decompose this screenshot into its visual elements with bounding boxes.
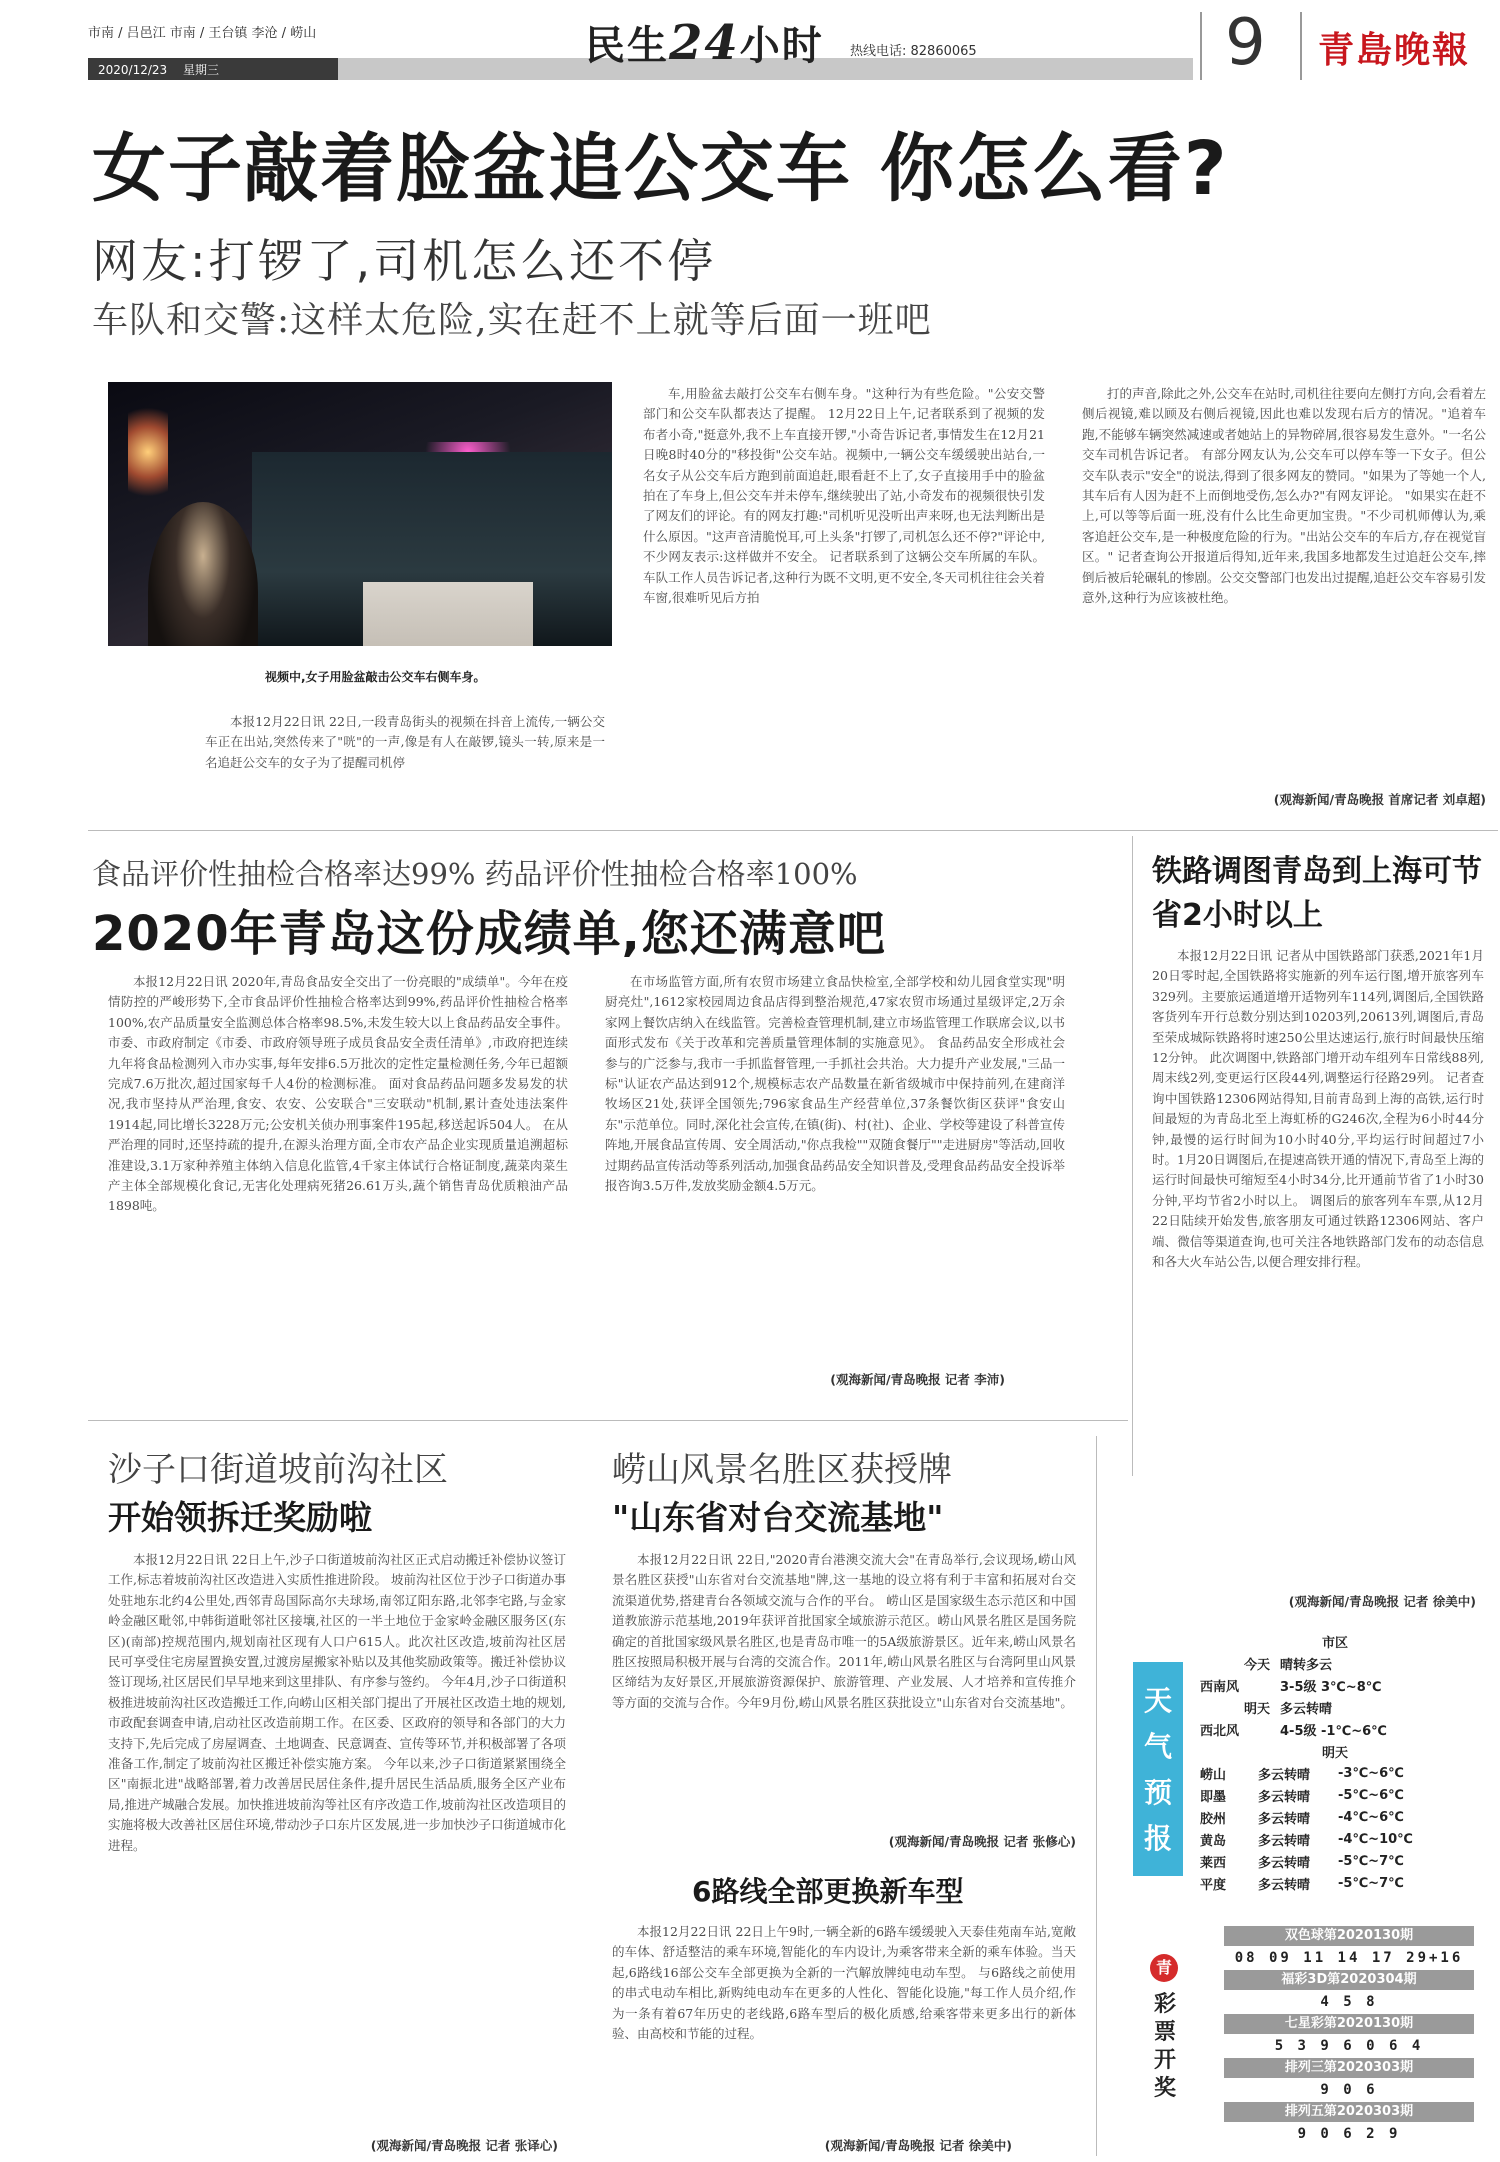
lead-deck: 车队和交警:这样太危险,实在赶不上就等后面一班吧 [92, 300, 932, 341]
weather-city-label: 市区 [1321, 1635, 1348, 1651]
weather-cond: 晴转多云 [1280, 1657, 1333, 1673]
weather-tomorrow-label: 明天 [1321, 1745, 1348, 1761]
lead-col2 [643, 384, 1045, 802]
weather-place: 即墨 [1200, 1789, 1227, 1805]
weather-temp: -3℃~6℃ [1338, 1765, 1404, 1781]
weather-county-row [1200, 1784, 1470, 1806]
header-divider [1200, 12, 1202, 80]
food-kicker: 食品评价性抽检合格率达99% 药品评价性抽检合格率100% [92, 857, 858, 891]
food-byline: (观海新闻/青岛晚报 记者 李沛) [830, 1372, 1005, 1387]
weather-row [1200, 1718, 1470, 1740]
lead-headline: 女子敲着脸盆追公交车 你怎么看? [92, 126, 1229, 212]
weather-day: 西北风 [1200, 1723, 1240, 1739]
food-col1 [108, 972, 568, 1392]
weather-county-row [1200, 1806, 1470, 1828]
lottery-title: 彩票开奖 [1153, 1991, 1176, 2101]
weather-cond: 4-5级 -1℃~6℃ [1280, 1723, 1387, 1739]
lead-col1-text: 本报12月22日讯 22日,一段青岛街头的视频在抖音上流传,一辆公交车正在出站,突然传来了"咣"的一声,像是有人在敲锣,镜头一转,原来是一名追赶公交车的女子为了提醒司机停 [205, 714, 605, 770]
header-topline: 市南 / 吕邑江 市南 / 王台镇 李沧 / 崂山 [88, 26, 317, 41]
lottery-numbers: 9 0 6 [1320, 2082, 1378, 2098]
lottery-head: 双色球第2020130期 [1224, 1926, 1474, 1946]
header-weekday: 星期三 [183, 63, 220, 77]
lottery-logo-icon: 青 [1150, 1954, 1178, 1982]
laoshan-byline: (观海新闻/青岛晚报 记者 张修心) [888, 1834, 1076, 1849]
weather-table [1200, 1630, 1470, 1894]
header-date-bar [88, 58, 338, 80]
shazikou-headline: 开始领拆迁奖励啦 [108, 1498, 372, 1537]
lottery-results [1224, 1926, 1474, 2146]
lottery-head: 七星彩第2020130期 [1224, 2014, 1474, 2034]
weather-day: 今天 [1243, 1657, 1270, 1673]
weather-county-row [1200, 1872, 1470, 1894]
weather-row [1200, 1652, 1470, 1674]
weather-cond: 多云转晴 [1258, 1855, 1311, 1871]
section-prefix: 民生 [585, 23, 669, 69]
weather-cond: 多云转晴 [1258, 1811, 1311, 1827]
rail-headline: 铁路调图青岛到上海可节省2小时以上 [1152, 854, 1482, 933]
lottery-numbers: 5 3 9 6 0 6 4 [1274, 2038, 1424, 2054]
weather-row [1200, 1696, 1470, 1718]
photo-caption: 视频中,女子用脸盆敲击公交车右侧车身。 [265, 670, 486, 684]
food-headline: 2020年青岛这份成绩单,您还满意吧 [92, 906, 886, 962]
weather-temp: -4℃~6℃ [1338, 1809, 1404, 1825]
lottery-numbers: 9 0 6 2 9 [1297, 2126, 1401, 2142]
food-col1-text: 本报12月22日讯 2020年,青岛食品安全交出了一份亮眼的"成绩单"。今年在疫情防控的严峻形势下,全市食品评价性抽检合格率达到99%,药品评价性抽检合格率100%,农产品质量安全监测总体合格率98.5%,未发生较大以上食品药品安全事件。 市委、市政府制定《市委、市政府领导班子成员食品安全责任清单》,市政府把连续九年将食品检测列入市办实事,每年安排6.5万批次的定性定量检测任务,今年已超额完成7.6万批次,超过国家每千人4份的检测标准。 面对食品药品问题多发易发的状况,我市坚持从严治理,食安、农安、公安联合"三安联动"机制,累计查处违法案件1914起,同比增长3228万元;公安机关侦办刑事案件195起,移送起诉504人。 在从严治理的同时,还坚持疏的提升,在源头治理方面,全市农产品企业实现质量追溯超标准建设,3.1万家种养殖主体纳入信息化监管,4千家主体试行合格证制度,蔬菜肉菜生产主体全部规模化食记,无害化处理病死猪26.61万头,蔬个销售青岛优质粮油产品1898吨。 [108, 974, 568, 1214]
lead-subhead: 网友:打锣了,司机怎么还不停 [92, 234, 717, 288]
shazikou-body [108, 1550, 566, 2130]
hotline: 热线电话: 82860065 [850, 44, 977, 59]
weather-place: 胶州 [1200, 1811, 1227, 1827]
header-divider-2 [1300, 12, 1302, 80]
lottery-head: 排列五第2020303期 [1224, 2102, 1474, 2122]
weather-row [1200, 1674, 1470, 1696]
laoshan-headline: "山东省对台交流基地" [612, 1498, 944, 1537]
laoshan-sub: 崂山风景名胜区获授牌 [612, 1450, 952, 1490]
masthead-logo: 青島晚報 [1318, 29, 1471, 71]
weather-cond: 3-5级 3℃~8℃ [1280, 1679, 1382, 1695]
weather-place: 黄岛 [1200, 1833, 1227, 1849]
lead-col2-text: 车,用脸盆去敲打公交车右侧车身。"这种行为有些危险。"公安交警部门和公交车队都表达了提醒。 12月22日上午,记者联系到了视频的发布者小奇,"挺意外,我不上车直接开锣,"小奇告诉记者,事情发生在12月21日晚8时40分的"移投街"公交车站。视频中,一辆公交车缓缓驶出站台,一名女子从公交车后方跑到前面追赶,眼看赶不上了,女子直接用手中的脸盆拍在了车身上,但公交车并未停车,继续驶出了站,小奇发布的视频很快引发了网友们的评论。有的网友打趣:"司机听见没听出声来呀,也无法判断出是什么原因。"这声音清脆悦耳,可上头条"打锣了,司机怎么还不停?"评论中,不少网友表示:这样做并不安全。 记者联系到了这辆公交车所属的车队。车队工作人员告诉记者,这种行为既不文明,更不安全,冬天司机往往会关着车窗,很难听见后方拍 [643, 386, 1045, 606]
right-col-divider [1132, 836, 1133, 1476]
weather-place: 崂山 [1200, 1767, 1227, 1783]
weather-county-row [1200, 1762, 1470, 1784]
lower-right-divider [1096, 1436, 1097, 2156]
lottery-numbers: 08 09 11 14 17 29+16 [1234, 1950, 1464, 1966]
lottery-numbers: 4 5 8 [1320, 1994, 1378, 2010]
section-suffix: 小时 [739, 23, 824, 69]
page-number: 9 [1225, 6, 1266, 80]
weather-cond: 多云转晴 [1258, 1789, 1311, 1805]
weather-cond: 多云转晴 [1258, 1877, 1311, 1893]
weather-temp: -5℃~6℃ [1338, 1787, 1404, 1803]
weather-place: 平度 [1200, 1877, 1227, 1893]
shazikou-sub: 沙子口街道坡前沟社区 [108, 1450, 448, 1490]
weather-cond: 多云转晴 [1258, 1767, 1311, 1783]
lottery-head: 福彩3D第2020304期 [1224, 1970, 1474, 1990]
weather-temp: -5℃~7℃ [1338, 1875, 1404, 1891]
weather-county-row [1200, 1850, 1470, 1872]
lead-col3 [1082, 384, 1486, 792]
food-col2 [605, 972, 1065, 1356]
food-col2-text: 在市场监管方面,所有农贸市场建立食品快检室,全部学校和幼儿园食堂实现"明厨亮灶",1612家校园周边食品店得到整治规范,47家农贸市场通过星级评定,2万余家网上餐饮店纳入在线监管。完善检查管理机制,建立市场监管理工作联席会议,以书面形式发布《关于改革和完善质量管理体制的实施意见》。 食品药品安全形成社会参与的广泛参与,我市一手抓监督管理,一手抓社会共治。大力提升产业发展,"三品一标"认证农产品达到912个,规模标志农产品数量在新省级城市中保持前列,在建商洋牧场区21处,获评全国领先;796家食品生产经营单位,37条餐饮街区获评"食安山东"示范单位。同时,深化社会宣传,在镇(街)、村(社)、企业、学校等建设了科普宣传阵地,开展食品宣传周、安全周活动,"你点我检""双随食餐厅""走进厨房"等活动,回收过期药品宣传活动等系列活动,加强食品药品安全知识普及,受理食品药品安全投诉举报咨询3.5万件,发放奖励金额4.5万元。 [605, 974, 1065, 1194]
shazikou-byline: (观海新闻/青岛晚报 记者 张译心) [370, 2138, 558, 2153]
rail-body-text: 本报12月22日讯 记者从中国铁路部门获悉,2021年1月20日零时起,全国铁路将实施新的列车运行图,增开旅客列车329列。主要旅运通道增开适物列车114列,调图后,全国铁路客货列车开行总数分别达到10203列,20613列,调图后,青岛至荣成城际铁路将时速250公里达速运行,旅行时间最快压缩12分钟。 此次调图中,铁路部门增开动车组列车日常线88列,周末线2列,变更运行区段44列,调整运行径路29列。 记者查询中国铁路12306网站得知,目前青岛到上海的高铁,运行时间最短的为青岛北至上海虹桥的G246次,全程为6小时44分钟,最慢的运行时间为10小时40分,平均运行时间超过7小时。1月20日调图后,在提速高铁开通的情况下,青岛至上海的运行时间最快可缩短至4小时34分,比开通前节省了1小时30分钟,平均节省2小时以上。 调图后的旅客列车车票,从12月22日陆续开始发售,旅客朋友可通过铁路12306网站、客户端、微信等渠道查询,也可关注各地铁路部门发布的动态信息和各大火车站公告,以便合理安排行程。 [1152, 948, 1484, 1270]
weather-day: 西南风 [1200, 1679, 1240, 1695]
laoshan-body-text: 本报12月22日讯 22日,"2020青台港澳交流大会"在青岛举行,会议现场,崂山风景名胜区获授"山东省对台交流基地"牌,这一基地的设立将有利于丰富和拓展对台交流渠道优势,搭建青台各领域交流与合作的平台。 崂山区是国家级生态示范区和中国道教旅游示范基地,2019年获评首批国家全域旅游示范区。崂山风景名胜区是国务院确定的首批国家级风景名胜区,也是青岛市唯一的5A级旅游景区。近年来,崂山风景名胜区按照局积极开展与台湾的交流合作。2011年,崂山风景名胜区与台湾阿里山风景区缔结为友好景区,开展旅游资源保护、旅游管理、产业发展、人才培养和宣传推介等方面的交流与合作。今年9月份,崂山风景名胜区获批设立"山东省对台交流基地"。 [612, 1552, 1076, 1710]
news-photo [108, 382, 612, 646]
lead-col1 [205, 712, 605, 802]
laoshan-body [612, 1550, 1076, 1834]
weather-temp: -5℃~7℃ [1338, 1853, 1404, 1869]
weather-cond: 多云转晴 [1258, 1833, 1311, 1849]
lead-byline: (观海新闻/青岛晚报 首席记者 刘卓超) [1273, 792, 1486, 807]
weather-place: 莱西 [1200, 1855, 1227, 1871]
lead-col3-text: 打的声音,除此之外,公交车在站时,司机往往要向左侧打方向,会看着左侧后视镜,难以顾及右侧后视镜,因此也难以发现右后方的情况。"追着车跑,不能够车辆突然减速或者她站上的异物碎屑,很容易发生意外。"一名公交车司机告诉记者。 有部分网友认为,公交车可以停车等一下女子。但公交车队表示"安全"的说法,得到了很多网友的赞同。"如果为了等她一个人,其车后有人因为赶不上而倒地受伤,怎么办?"有网友评论。 "如果实在赶不上,可以等等后面一班,没有什么比生命更加宝贵。"不少司机师傅认为,乘客追赶公交车,是一种极度危险的行为。"出站公交车的车后方,存在视觉盲区。" 记者查询公开报道后得知,近年来,我国多地都发生过追赶公交车,摔倒后被后轮碾轧的惨剧。公交交警部门也发出过提醒,追赶公交车容易引发意外,这种行为应该被杜绝。 [1082, 386, 1486, 606]
lottery-head: 排列三第2020303期 [1224, 2058, 1474, 2078]
rail-body [1152, 946, 1484, 1582]
weather-tag: 天气预报 [1133, 1662, 1183, 1876]
bus-byline: (观海新闻/青岛晚报 记者 徐美中) [824, 2138, 1012, 2153]
divider-2 [88, 1420, 1128, 1421]
weather-cond: 多云转晴 [1280, 1701, 1333, 1717]
shazikou-body-text: 本报12月22日讯 22日上午,沙子口街道坡前沟社区正式启动搬迁补偿协议签订工作,标志着坡前沟社区改造进入实质性推进阶段。 坡前沟社区位于沙子口街道办事处驻地东北约4公里处,西邻青岛国际高尔夫球场,南邻辽阳东路,北邻李宅路,与金家岭金融区毗邻,中韩街道毗邻社区接壤,社区的一半土地位于金家岭金融区服务区(东区)(南部)控规范围内,规划南社区现有人口户615人。此次社区改造,坡前沟社区居民可享受住宅房屋置换安置,过渡房屋搬家补贴以及其他奖励政策等。搬迁补偿协议签订现场,社区居民们早早地来到这里排队、有序参与签约。 今年4月,沙子口街道积极推进坡前沟社区改造搬迁工作,向崂山区相关部门提出了开展社区改造土地的规划,市政配套调查申请,启动社区改造前期工作。在区委、区政府的领导和各部门的大力支持下,先后完成了房屋调查、土地调查、民意调查、宣传等环节,并积极部署了各项准备工作,制定了坡前沟社区搬迁补偿实施方案。 今年以来,沙子口街道紧紧围绕全区"南振北进"战略部署,着力改善居民居住条件,提升居民生活品质,服务全区产业布局,推进产城融合发展。加快推进坡前沟等社区有序改造工作,坡前沟社区改造项目的实施将极大改善社区居住环境,带动沙子口东片区发展,进一步加快沙子口街道城市化进程。 [108, 1552, 566, 1853]
weather-temp: -4℃~10℃ [1338, 1831, 1413, 1847]
section-title [585, 14, 824, 71]
divider-1 [88, 830, 1498, 831]
weather-day: 明天 [1243, 1701, 1270, 1717]
header-date: 2020/12/23 [98, 63, 168, 77]
bus-body [612, 1922, 1076, 2132]
rail-byline: (观海新闻/青岛晚报 记者 徐美中) [1288, 1594, 1476, 1609]
bus-headline: 6路线全部更换新车型 [692, 1875, 964, 1908]
bus-body-text: 本报12月22日讯 22日上午9时,一辆全新的6路车缓缓驶入天泰佳苑南车站,宽敞的车体、舒适整洁的乘车环境,智能化的车内设计,为乘客带来全新的乘车体验。当天起,6路线16部公交车全部更换为全新的一汽解放牌纯电动车型。 与6路线之前使用的串式电动车相比,新购纯电动车在更多的人性化、智能化设施,"每工作人员介绍,作为一条有着67年历史的老线路,6路车型后的极化质感,给乘客带来更多出行的新体验、由高校和节能的过程。 [612, 1924, 1076, 2042]
weather-county-row [1200, 1828, 1470, 1850]
section-number: 24 [669, 15, 740, 71]
